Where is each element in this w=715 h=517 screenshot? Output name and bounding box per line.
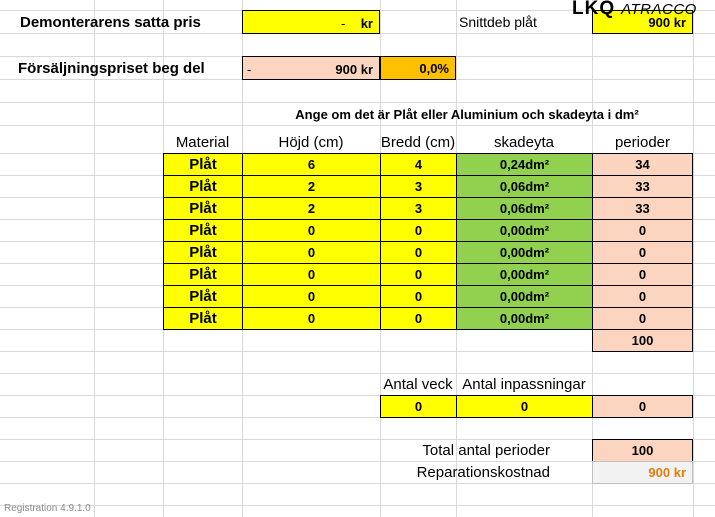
skadeyta-value: 0,06dm²: [456, 175, 593, 198]
material-cell[interactable]: Plåt: [163, 285, 243, 308]
skadeyta-value: 0,06dm²: [456, 197, 593, 220]
material-cell[interactable]: Plåt: [163, 197, 243, 220]
material-cell[interactable]: Plåt: [163, 153, 243, 176]
bredd-input[interactable]: 3: [380, 175, 457, 198]
logo-lkq: LKQ: [572, 0, 616, 19]
registration-version: Registration 4.9.1.0: [4, 503, 91, 514]
hojd-input[interactable]: 0: [242, 263, 381, 286]
bredd-input[interactable]: 0: [380, 307, 457, 330]
hojd-input[interactable]: 2: [242, 197, 381, 220]
instruction-text: Ange om det är Plåt eller Aluminium och skadeyta i dm²: [295, 106, 639, 122]
antal-inpassningar-label: Antal inpassningar: [462, 376, 586, 393]
material-cell[interactable]: Plåt: [163, 263, 243, 286]
forsaljning-label: Försäljningspriset beg del: [18, 59, 205, 77]
col-header-material: Material: [175, 134, 230, 151]
col-header-perioder: perioder: [614, 134, 671, 151]
reparationskostnad-value: 900 kr: [592, 461, 693, 484]
forsaljning-percent: 0,0%: [380, 56, 456, 80]
bredd-input[interactable]: 3: [380, 197, 457, 220]
reparationskostnad-label: Reparationskostnad: [416, 464, 550, 481]
snittdeb-label: Snittdeb plåt: [459, 14, 537, 30]
antal-veck-label: Antal veck: [383, 376, 453, 393]
hojd-input[interactable]: 0: [242, 285, 381, 308]
perioder-value: 0: [592, 219, 693, 242]
perioder-value: 0: [592, 263, 693, 286]
perioder-value: 34: [592, 153, 693, 176]
material-cell[interactable]: Plåt: [163, 175, 243, 198]
logo-atracco: ATRACCO: [621, 1, 697, 18]
bredd-input[interactable]: 0: [380, 285, 457, 308]
total-perioder-label: Total antal perioder: [422, 442, 550, 459]
col-header-skadeyta: skadeyta: [493, 134, 555, 151]
hojd-input[interactable]: 0: [242, 241, 381, 264]
forsaljning-price-cell: [242, 56, 380, 80]
skadeyta-value: 0,00dm²: [456, 241, 593, 264]
bredd-input[interactable]: 0: [380, 241, 457, 264]
skadeyta-value: 0,00dm²: [456, 263, 593, 286]
hojd-input[interactable]: 0: [242, 219, 381, 242]
perioder-value: 33: [592, 175, 693, 198]
lkq-atracco-logo: [572, 0, 697, 17]
bredd-input[interactable]: 4: [380, 153, 457, 176]
bredd-input[interactable]: 0: [380, 263, 457, 286]
hojd-input[interactable]: 0: [242, 307, 381, 330]
demonterare-dash: -: [341, 16, 346, 31]
forsaljning-dash: -: [247, 62, 252, 77]
material-cell[interactable]: Plåt: [163, 307, 243, 330]
demonterare-label: Demonterarens satta pris: [20, 13, 201, 31]
total-perioder-value: 100: [592, 439, 693, 462]
material-cell[interactable]: Plåt: [163, 241, 243, 264]
antal-inpassningar-input[interactable]: 0: [456, 395, 593, 418]
bredd-input[interactable]: 0: [380, 219, 457, 242]
demonterare-unit: kr: [360, 16, 373, 31]
extra-perioder-value: 0: [592, 395, 693, 418]
skadeyta-value: 0,24dm²: [456, 153, 593, 176]
perioder-sum: 100: [592, 329, 693, 352]
perioder-value: 33: [592, 197, 693, 220]
perioder-value: 0: [592, 241, 693, 264]
material-cell[interactable]: Plåt: [163, 219, 243, 242]
col-header-bredd: Bredd (cm): [380, 134, 456, 151]
hojd-input[interactable]: 6: [242, 153, 381, 176]
demonterare-price-input[interactable]: [242, 10, 380, 34]
skadeyta-value: 0,00dm²: [456, 307, 593, 330]
skadeyta-value: 0,00dm²: [456, 285, 593, 308]
forsaljning-value: 900 kr: [335, 62, 373, 77]
col-header-hojd: Höjd (cm): [278, 134, 344, 151]
skadeyta-value: 0,00dm²: [456, 219, 593, 242]
snittdeb-value: 900 kr: [592, 10, 693, 34]
antal-veck-input[interactable]: 0: [380, 395, 457, 418]
perioder-value: 0: [592, 285, 693, 308]
hojd-input[interactable]: 2: [242, 175, 381, 198]
perioder-value: 0: [592, 307, 693, 330]
